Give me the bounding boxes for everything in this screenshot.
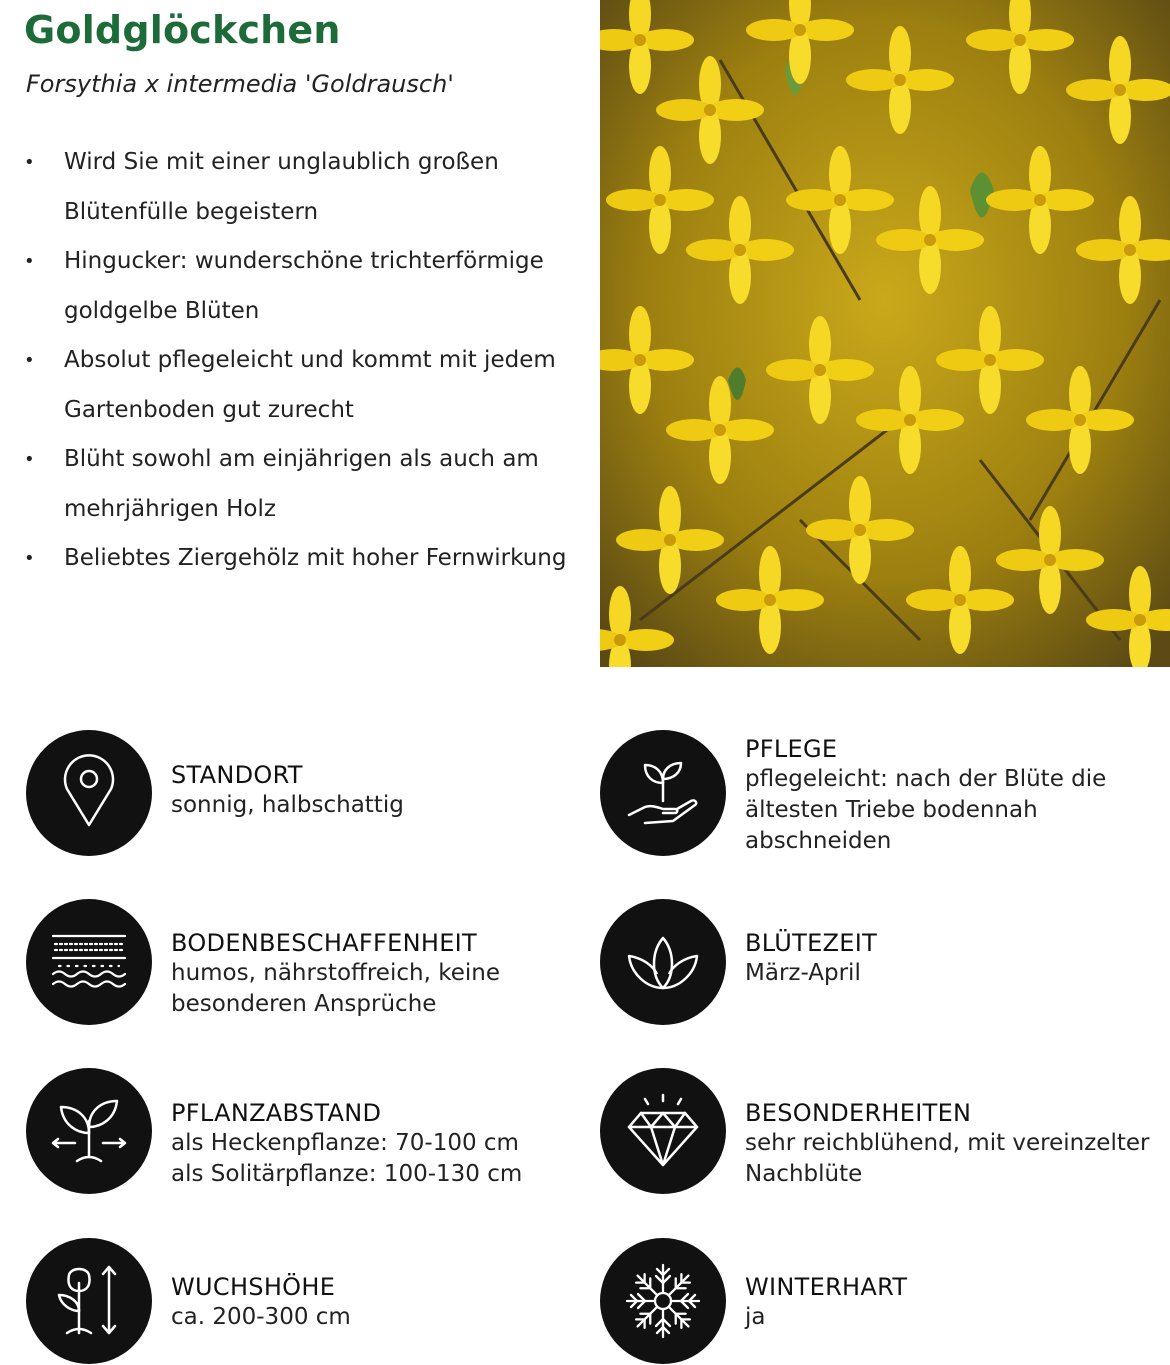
feature-value: ja	[745, 1304, 766, 1330]
feature-value: ca. 200-300 cm	[171, 1304, 351, 1330]
bullet-item	[24, 336, 589, 435]
bullet-item	[24, 534, 589, 584]
feature-heading: BESONDERHEITEN	[745, 1099, 972, 1127]
feature-heading: STANDORT	[171, 761, 303, 789]
bullet-dot: •	[24, 152, 35, 173]
bullet-text: Beliebtes Ziergehölz mit hoher Fernwirkung	[64, 545, 567, 571]
bullet-text: Wird Sie mit einer unglaublich großen Blütenfülle begeistern	[64, 149, 499, 225]
flower-illustration	[600, 0, 1170, 667]
soil-layers-icon	[26, 899, 152, 1025]
feature-heading: BLÜTEZEIT	[745, 929, 878, 957]
sprout-hand-icon	[600, 730, 726, 856]
bullet-text: Hingucker: wunderschöne trichterförmige goldgelbe Blüten	[64, 248, 544, 324]
bullet-item	[24, 435, 589, 534]
bullet-item	[24, 237, 589, 336]
product-latin-name: Forsythia x intermedia 'Goldrausch'	[26, 70, 454, 98]
plant-spacing-icon	[26, 1068, 152, 1194]
location-pin-icon	[26, 730, 152, 856]
lotus-flower-icon	[600, 899, 726, 1025]
bullet-dot: •	[24, 449, 35, 470]
feature-heading: PFLANZABSTAND	[171, 1099, 382, 1127]
feature-value: humos, nährstoffreich, keine besonderen Ansprüche	[171, 960, 500, 1017]
bullet-text: Absolut pflegeleicht und kommt mit jedem Gartenboden gut zurecht	[64, 347, 556, 423]
snowflake-icon	[600, 1238, 726, 1364]
bullet-dot: •	[24, 548, 35, 569]
feature-value: pflegeleicht: nach der Blüte die ältesten Triebe bodennah abschneiden	[745, 766, 1107, 854]
feature-heading: WUCHSHÖHE	[171, 1273, 336, 1301]
feature-heading: BODENBESCHAFFENHEIT	[171, 929, 477, 957]
diamond-icon	[600, 1068, 726, 1194]
bullet-dot: •	[24, 350, 35, 371]
feature-value: März-April	[745, 960, 861, 986]
feature-heading: PFLEGE	[745, 735, 838, 763]
product-title: Goldglöckchen	[24, 8, 341, 52]
feature-value: als Heckenpflanze: 70-100 cm als Solitärpflanze: 100-130 cm	[171, 1130, 523, 1187]
feature-heading: WINTERHART	[745, 1273, 908, 1301]
forsythia-flower-photo	[600, 0, 1170, 667]
tree-height-icon	[26, 1238, 152, 1364]
bullet-item	[24, 138, 589, 237]
feature-value: sehr reichblühend, mit vereinzelter Nachblüte	[745, 1130, 1150, 1187]
feature-bullet-list	[24, 138, 589, 584]
bullet-dot: •	[24, 251, 35, 272]
bullet-text: Blüht sowohl am einjährigen als auch am mehrjährigen Holz	[64, 446, 539, 522]
feature-value: sonnig, halbschattig	[171, 792, 404, 818]
